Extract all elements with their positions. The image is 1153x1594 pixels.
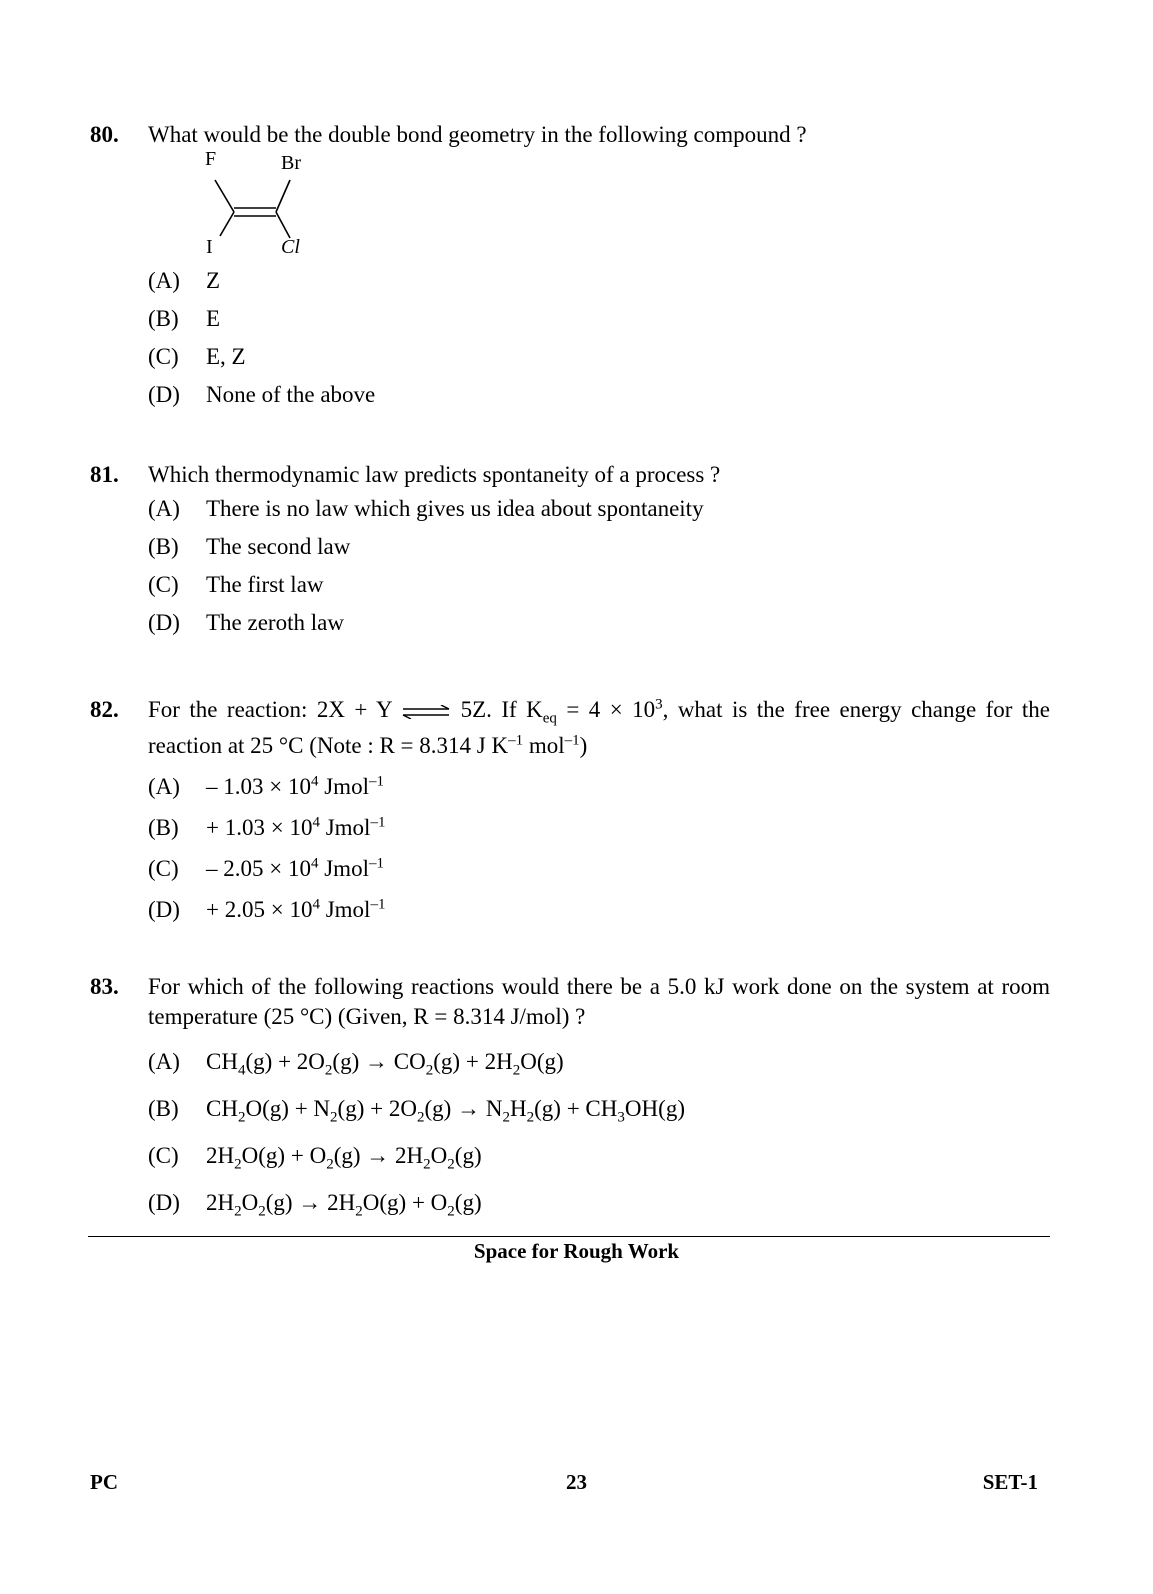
option: (B) + $1.03 \times 10^4$ Jmol$^{-1}$ xyxy=(148,814,386,840)
options-list xyxy=(148,766,1050,930)
atom-label: F xyxy=(205,148,217,170)
question-text: What would be the double bond geometry in the following compound ? xyxy=(148,122,807,147)
option: (D) + $2.05 \times 10^4$ Jmol$^{-1}$ xyxy=(148,896,386,922)
option: (C) The first law xyxy=(148,572,324,597)
question-82 xyxy=(90,692,1050,930)
equilibrium-arrow-icon xyxy=(401,705,451,719)
option: (D) None of the above xyxy=(148,382,376,407)
chemical-structure xyxy=(148,150,308,262)
double-bond-drawing xyxy=(148,150,308,262)
question-number: 81. xyxy=(90,462,119,487)
page-number: 23 xyxy=(566,1470,587,1494)
footer-right: SET-1 xyxy=(982,1470,1038,1494)
option: (C) $2H_2O(g) + O_2(g) \to 2H_2O_2(g)$ xyxy=(148,1143,482,1173)
atom-label: I xyxy=(206,236,213,258)
question-83 xyxy=(90,972,1050,1226)
option: (B) $CH_2O(g) + N_2(g) + 2O_2(g) \to N_2H_2(g) + CH_3OH(g)$ xyxy=(148,1096,685,1126)
footer-left: PC xyxy=(90,1470,118,1494)
options-list xyxy=(148,490,1050,642)
option: (C) – $2.05 \times 10^4$ Jmol$^{-1}$ xyxy=(148,855,384,881)
atom-label: Br xyxy=(281,152,301,174)
option: (A) $CH_4(g) + 2O_2(g) \to CO_2(g) + 2H_2O(g)$ xyxy=(148,1049,564,1079)
question-number: 80. xyxy=(90,122,119,147)
option: (D) $2H_2O_2(g) \to 2H_2O(g) + O_2(g)$ xyxy=(148,1190,482,1220)
divider xyxy=(88,1236,1050,1237)
options-list xyxy=(148,1038,1050,1226)
question-text: Which thermodynamic law predicts spontaneity of a process ? xyxy=(148,462,721,487)
question-text: For which of the following reactions would there be a 5.0 kJ work done on the system at room temperature (25 °C) (Given, R = 8.314 J/mol) ? xyxy=(148,974,1050,1029)
option: (B) E xyxy=(148,306,221,331)
option: (D) The zeroth law xyxy=(148,610,344,635)
question-number: 82. xyxy=(90,697,119,722)
question-80 xyxy=(90,120,1050,414)
question-number: 83. xyxy=(90,974,119,999)
atom-label: Cl xyxy=(281,236,300,258)
rough-work-heading: Space for Rough Work xyxy=(473,1239,680,1263)
question-text: For the reaction: 2X + Y 5Z. If $K_{eq} = 4 \times 10^3$, what is the free energy change for the reaction at 25 °C (Note : R = 8.314 J $K^{-1}$ mol$^{-1}$) xyxy=(148,696,1051,758)
option: (A) – $1.03 \times 10^4$ Jmol$^{-1}$ xyxy=(148,773,384,799)
options-list xyxy=(148,262,1050,414)
option: (B) The second law xyxy=(148,534,351,559)
option: (A) There is no law which gives us idea about spontaneity xyxy=(148,496,704,521)
option: (A) Z xyxy=(148,268,221,293)
option: (C) E, Z xyxy=(148,344,246,369)
question-81 xyxy=(90,460,1050,642)
